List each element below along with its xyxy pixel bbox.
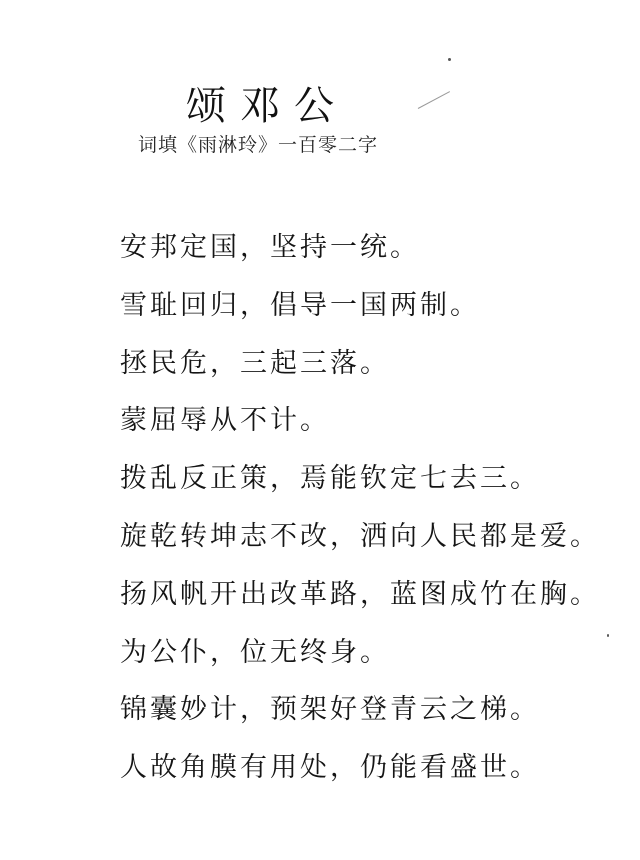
poem-line: 人故角膜有用处，仍能看盛世。 bbox=[120, 752, 540, 784]
poem-line: 安邦定国，坚持一统。 bbox=[120, 232, 420, 263]
poem-line: 雪耻回归，倡导一国两制。 bbox=[120, 289, 480, 321]
poem-line: 扬风帆开出改革路，蓝图成竹在胸。 bbox=[120, 578, 600, 610]
poem-line: 拯民危，三起三落。 bbox=[120, 347, 390, 379]
scan-speck bbox=[607, 634, 609, 637]
poem-line: 为公仆，位无终身。 bbox=[120, 636, 390, 668]
poem-line: 锦囊妙计，预架好登青云之梯。 bbox=[120, 694, 540, 726]
poem-line: 旋乾转坤志不改，洒向人民都是爱。 bbox=[120, 520, 600, 552]
poem-subtitle: 词填《雨淋玲》一百零二字 bbox=[138, 134, 379, 156]
scan-mark bbox=[418, 91, 450, 109]
poem-line: 拨乱反正策，焉能钦定七去三。 bbox=[120, 463, 540, 495]
poem-title: 颂邓公 bbox=[186, 83, 348, 129]
poem-body bbox=[120, 228, 600, 806]
poem-line: 蒙屈辱从不计。 bbox=[120, 405, 330, 437]
scan-speck bbox=[448, 58, 451, 61]
